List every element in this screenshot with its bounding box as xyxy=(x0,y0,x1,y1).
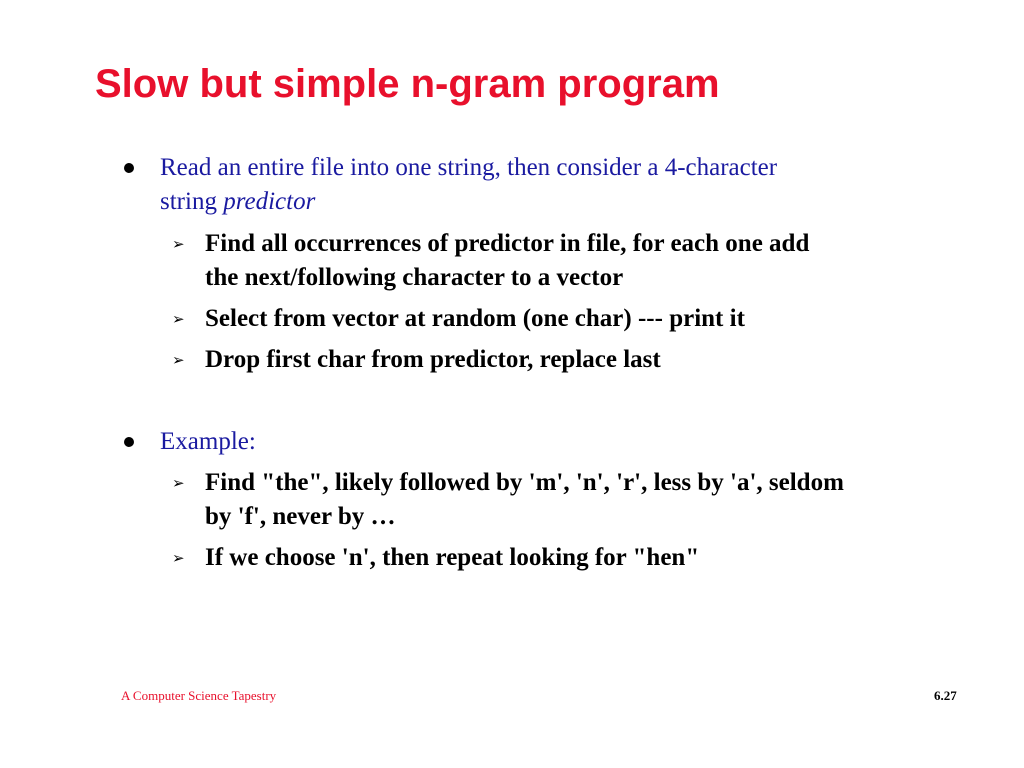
bullet-marker xyxy=(124,163,134,173)
sub-item-1-1-line-1: Find all occurrences of predictor in file, for each one add xyxy=(205,230,810,257)
arrow-bullet-icon: ➢ xyxy=(172,235,185,253)
bullet-marker xyxy=(124,437,134,447)
footer-slide-number: 6.27 xyxy=(934,688,957,703)
arrow-bullet-icon: ➢ xyxy=(172,351,185,369)
bullet-1-line-1: Read an entire file into one string, then consider a 4-character xyxy=(160,154,778,181)
arrow-bullet-icon: ➢ xyxy=(172,474,185,492)
bullet-1-line-2-plain: string xyxy=(160,188,224,215)
bullet-1-line-2-italic: predictor xyxy=(223,188,316,215)
footer-course-title: A Computer Science Tapestry xyxy=(121,688,277,703)
sub-item-1-2-line-1: Select from vector at random (one char) --- print it xyxy=(205,305,745,332)
arrow-bullet-icon: ➢ xyxy=(172,549,185,567)
sub-item-1-1-line-2: the next/following character to a vector xyxy=(205,264,624,291)
arrow-bullet-icon: ➢ xyxy=(172,310,185,328)
bullet-2-line-1: Example: xyxy=(160,428,256,455)
sub-item-2-1-line-2: by 'f', never by … xyxy=(205,503,396,530)
sub-item-1-3-line-1: Drop first char from predictor, replace last xyxy=(205,346,661,373)
bullet-1-line-2 xyxy=(160,185,315,219)
slide-title: Slow but simple n-gram program xyxy=(95,62,720,106)
sub-item-2-1-line-1: Find "the", likely followed by 'm', 'n', 'r', less by 'a', seldom xyxy=(205,469,844,496)
sub-item-2-2-line-1: If we choose 'n', then repeat looking for "hen" xyxy=(205,544,700,571)
